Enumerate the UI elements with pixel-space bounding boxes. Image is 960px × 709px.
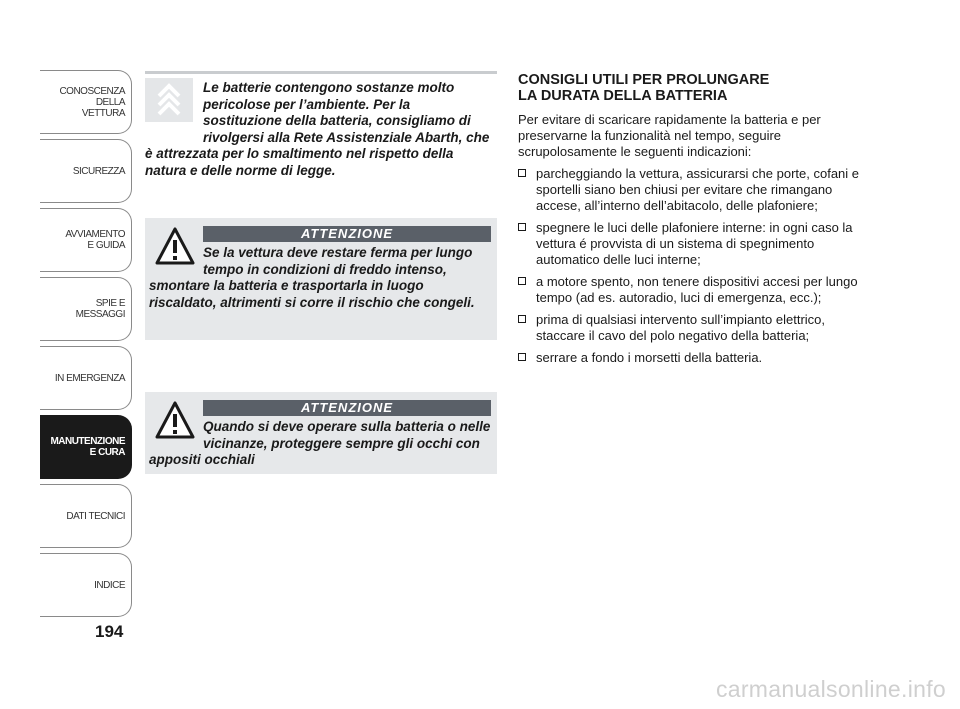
warning-text: Quando si deve operare sulla batteria o nelle vicinanze, proteggere sempre gli occhi con appositi occhiali bbox=[149, 419, 491, 467]
list-item-text: serrare a fondo i morsetti della batteria. bbox=[536, 350, 763, 365]
battery-tips-section bbox=[518, 72, 868, 372]
tab-indice[interactable] bbox=[40, 553, 132, 617]
tab-label: AVVIAMENTO E GUIDA bbox=[65, 229, 125, 251]
tab-in-emergenza[interactable] bbox=[40, 346, 132, 410]
tab-label: SPIE E MESSAGGI bbox=[75, 298, 125, 320]
checkbox-bullet-icon bbox=[518, 223, 526, 231]
tab-label: MANUTENZIONE E CURA bbox=[50, 436, 125, 458]
tab-spie-e-messaggi[interactable] bbox=[40, 277, 132, 341]
tab-dati-tecnici[interactable] bbox=[40, 484, 132, 548]
tab-label: SICUREZZA bbox=[72, 165, 125, 177]
warning-box-eyes bbox=[145, 392, 497, 474]
tips-intro: Per evitare di scaricare rapidamente la batteria e per preservarne la funzionalità nel tempo, seguire scrupolosamente le seguenti indicazioni: bbox=[518, 112, 821, 159]
tab-conoscenza-della-vettura[interactable] bbox=[40, 70, 132, 134]
list-item bbox=[518, 274, 868, 306]
list-item-text: a motore spento, non tenere dispositivi accesi per lungo tempo (ad es. autoradio, luci di emergenza, ecc.); bbox=[536, 274, 858, 305]
list-item bbox=[518, 312, 868, 344]
warning-header: ATTENZIONE bbox=[203, 400, 491, 416]
warning-text: Se la vettura deve restare ferma per lungo tempo in condizioni di freddo intenso, smontare la batteria e trasportarla in luogo riscaldato, altrimenti si corre il rischio che congeli. bbox=[149, 245, 475, 310]
environment-note bbox=[145, 74, 497, 184]
list-item-text: spegnere le luci delle plafoniere interne: in ogni caso la vettura é provvista di un sistema di spegnimento automatico delle luci interne; bbox=[536, 220, 853, 267]
warning-box-cold bbox=[145, 218, 497, 340]
checkbox-bullet-icon bbox=[518, 353, 526, 361]
tab-label: INDICE bbox=[94, 579, 125, 591]
heading-line-2: LA DURATA DELLA BATTERIA bbox=[518, 88, 728, 104]
checkbox-bullet-icon bbox=[518, 277, 526, 285]
tab-label: DATI TECNICI bbox=[66, 510, 125, 522]
checkbox-bullet-icon bbox=[518, 169, 526, 177]
list-item bbox=[518, 220, 868, 268]
list-item-text: prima di qualsiasi intervento sull’impianto elettrico, staccare il cavo del polo negativo della batteria; bbox=[536, 312, 826, 343]
tab-sicurezza[interactable] bbox=[40, 139, 132, 203]
environment-note-text: Le batterie contengono sostanze molto pericolose per l’ambiente. Per la sostituzione della batteria, consigliamo di rivolgersi alla Rete Assistenziale Abarth, che è attrezzata per lo smaltimento nel rispetto della natura e delle norme di legge. bbox=[145, 80, 490, 178]
tab-label: IN EMERGENZA bbox=[54, 372, 125, 384]
watermark: carmanualsonline.info bbox=[715, 676, 946, 702]
list-item-text: parcheggiando la vettura, assicurarsi che porte, cofani e sportelli siano ben chiusi per evitare che rimangano accese, all’interno dell’abitacolo, delle plafoniere; bbox=[536, 166, 860, 213]
list-item bbox=[518, 166, 868, 214]
page-number: 194 bbox=[95, 622, 124, 641]
heading-line-1: CONSIGLI UTILI PER PROLUNGARE bbox=[518, 72, 770, 88]
checkbox-bullet-icon bbox=[518, 315, 526, 323]
tab-avviamento-e-guida[interactable] bbox=[40, 208, 132, 272]
tab-label: CONOSCENZA DELLA VETTURA bbox=[59, 85, 125, 119]
warning-header: ATTENZIONE bbox=[203, 226, 491, 242]
section-heading bbox=[518, 72, 868, 104]
list-item bbox=[518, 350, 868, 366]
tab-manutenzione-e-cura[interactable] bbox=[40, 415, 132, 479]
tips-list bbox=[518, 166, 868, 366]
